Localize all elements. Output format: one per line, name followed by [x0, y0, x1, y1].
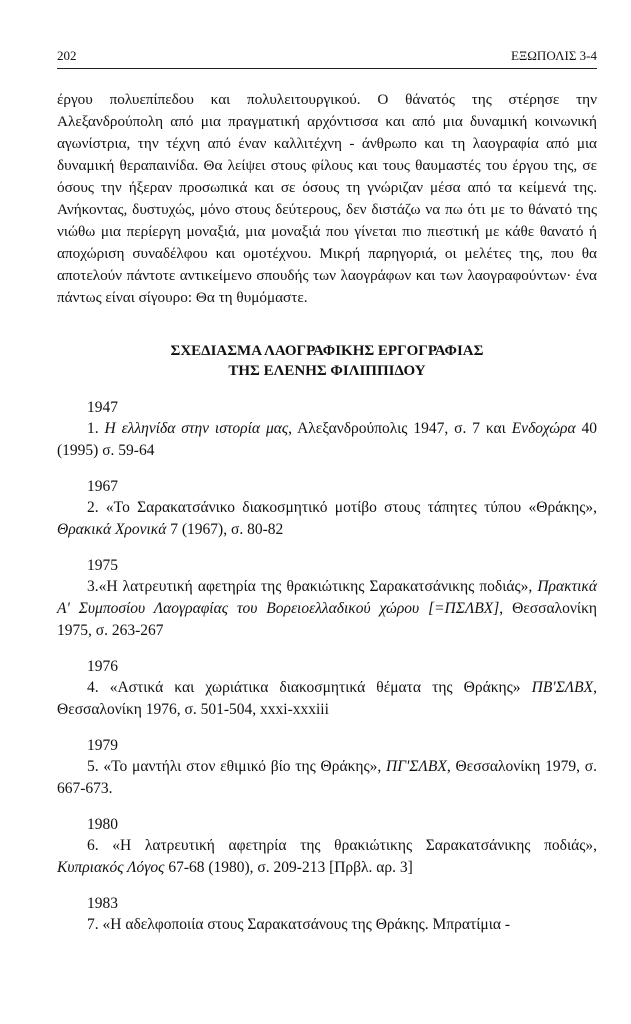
- entry-text: [57, 576, 597, 642]
- entry-text: [57, 677, 597, 721]
- entry-part-a: «Η αδελφοποιία στους Σαρακατσάνους της Θράκης. Μπρατίμια -: [102, 916, 511, 933]
- heading-line-2: ΤΗΣ ΕΛΕΝΗΣ ΦΙΛΙΠΠΙΔΟΥ: [228, 363, 426, 379]
- entry-year: 1975: [87, 557, 118, 574]
- entry-part-b: , Θεσσαλονίκη 1976, σ. 501-504, xxxi-xxxiii: [57, 679, 597, 718]
- bibliography-list: [57, 397, 597, 936]
- entry-text: [57, 418, 597, 462]
- entry-number: 1.: [87, 420, 105, 437]
- entry-part-c: 40 (1995) σ. 59-64: [57, 420, 598, 459]
- entry-year: 1983: [87, 895, 118, 912]
- section-heading: [57, 341, 597, 381]
- entry-number: 4.: [87, 679, 110, 696]
- entry-number: 6.: [87, 837, 113, 854]
- entry-text: [57, 756, 597, 800]
- document-page: [57, 48, 597, 936]
- page-header: [57, 48, 597, 69]
- entry-part-a: «Αστικά και χωριάτικα διακοσμητικά θέματα της Θράκης»: [109, 679, 532, 696]
- page-number: 202: [57, 48, 77, 63]
- bibliography-entry: [57, 555, 597, 642]
- bibliography-entry: [57, 476, 597, 541]
- entry-part-b: , Θεσσαλονίκη 1979, σ. 667-673.: [57, 758, 598, 797]
- bibliography-entry: [57, 656, 597, 721]
- intro-text: έργου πολυεπίπεδου και πολυλειτουργικού. Ο θάνατός της στέρησε την Αλεξανδρούπολη από μια πραγματική αρχόντισσα και από μια δυναμική κοινωνική αγωνίστρια, την τέχνη από έναν καλλιτέχνη - άνθρωπο και τη λαογραφία από μια δυναμική θεραπαινίδα. Θα λείψει στους φίλους και τους θαυμαστές του έργου της, σε όσους την ήξεραν προσωπικά και σε όσους τη γνώριζαν μέσα από τα κείμενά της. Ανήκοντας, δυστυχώς, μόνο στους δεύτερους, δεν διστάζω να πω ότι με το θάνατό της νιώθω μια περίεργη μοναξιά, μια μοναξιά που γίνεται πιο πιεστική με κάθε θανατό ή αποχώριση συναδέλφου και ομοτέχνου. Μικρή παρηγοριά, οι μελέτες της, που θα αποτελούν πάντοτε αντικείμενο σπουδής των λαογράφων και των λαογραφούντων· ένα πάντως είναι σίγουρο: Θα τη θυμόμαστε.: [57, 91, 597, 306]
- entry-text: [57, 497, 597, 541]
- entry-part-b: 7 (1967), σ. 80-82: [166, 521, 284, 538]
- entry-part-a: «Το Σαρακατσάνικο διακοσμητικό μοτίβο στους τάπητες τύπου «Θράκης»,: [105, 499, 597, 516]
- entry-number: 7.: [87, 916, 103, 933]
- entry-journal-italic: ΠΓ'ΣΛΒΧ: [386, 758, 447, 775]
- entry-year: 1979: [87, 737, 118, 754]
- entry-text: [57, 914, 597, 936]
- entry-part-b: , Θεσσαλονίκη 1975, σ. 263-267: [57, 600, 597, 639]
- bibliography-entry: [57, 814, 597, 879]
- entry-journal-italic: Πρακτικά Α' Συμποσίου Λαογραφίας του Βορειοελλαδικού χώρου [=ΠΣΛΒΧ]: [57, 578, 597, 617]
- entry-part-b: , Αλεξανδρούπολις 1947, σ. 7 και: [288, 420, 512, 437]
- entry-part-a: «Η λατρευτική αφετηρία της θρακιώτικης Σαρακατσάνικης ποδιάς»,: [112, 837, 598, 854]
- entry-text: [57, 835, 597, 879]
- entry-journal-italic: Κυπριακός Λόγος: [57, 859, 165, 876]
- entry-part-a: «Το μαντήλι στον εθιμικό βίο της Θράκης»,: [103, 758, 387, 775]
- entry-year: 1967: [87, 478, 118, 495]
- entry-part-a: «Η λατρευτική αφετηρία της θρακιώτικης Σαρακατσάνικης ποδιάς»,: [98, 578, 538, 595]
- entry-journal-italic: Ενδοχώρα: [511, 420, 576, 437]
- bibliography-entry: [57, 735, 597, 800]
- heading-line-1: ΣΧΕΔΙΑΣΜΑ ΛΑΟΓΡΑΦΙΚΗΣ ΕΡΓΟΓΡΑΦΙΑΣ: [170, 343, 484, 359]
- entry-journal-italic: Θρακικά Χρονικά: [57, 521, 167, 538]
- entry-number: 5.: [87, 758, 104, 775]
- entry-journal-italic: ΠΒ'ΣΛΒΧ: [531, 679, 594, 696]
- entry-year: 1980: [87, 816, 118, 833]
- intro-paragraph: [57, 89, 597, 309]
- bibliography-entry: [57, 893, 597, 936]
- entry-part-b: 67-68 (1980), σ. 209-213 [Πρβλ. αρ. 3]: [164, 859, 413, 876]
- running-title: ΕΞΩΠΟΛΙΣ 3-4: [510, 48, 597, 63]
- entry-year: 1976: [87, 658, 118, 675]
- entry-title-italic: Η ελληνίδα στην ιστορία μας: [104, 420, 289, 437]
- entry-number: 3.: [87, 578, 99, 595]
- bibliography-entry: [57, 397, 597, 462]
- entry-year: 1947: [87, 399, 118, 416]
- entry-number: 2.: [87, 499, 106, 516]
